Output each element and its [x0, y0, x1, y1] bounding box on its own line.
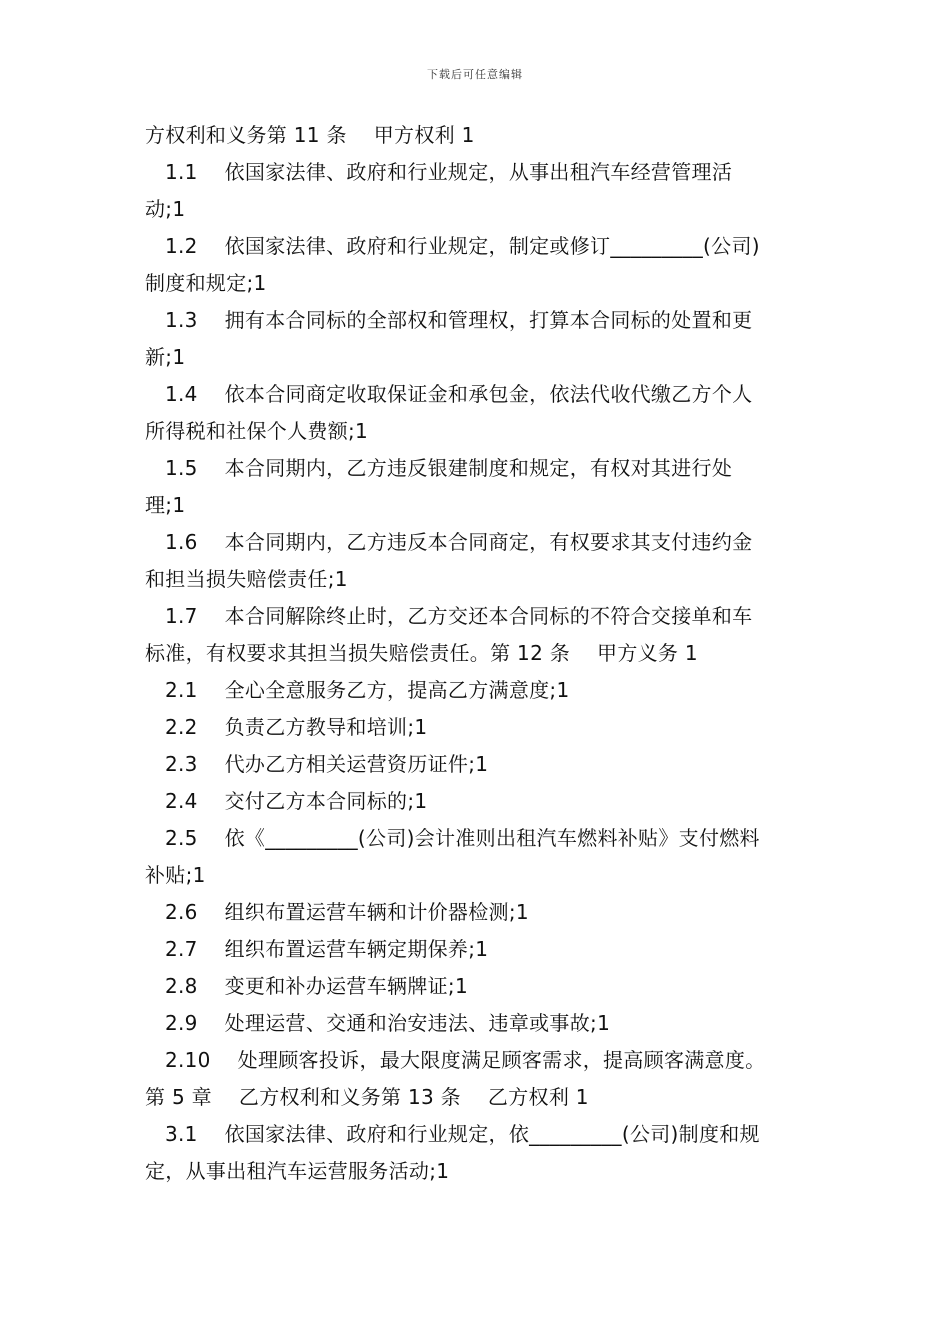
document-line: 2.1 全心全意服务乙方，提高乙方满意度;1	[145, 678, 570, 702]
document-line: 3.1 依国家法律、政府和行业规定，依_________(公司)制度和规	[145, 1122, 760, 1146]
document-line: 新;1	[145, 345, 186, 369]
document-line: 2.9 处理运营、交通和治安违法、违章或事故;1	[145, 1011, 611, 1035]
header-note: 下载后可任意编辑	[427, 68, 523, 81]
document-line: 2.6 组织布置运营车辆和计价器检测;1	[145, 900, 529, 924]
document-line: 补贴;1	[145, 863, 206, 887]
document-line: 2.8 变更和补办运营车辆牌证;1	[145, 974, 468, 998]
document-line: 和担当损失赔偿责任;1	[145, 567, 348, 591]
document-line: 第 5 章 乙方权利和义务第 13 条 乙方权利 1	[145, 1085, 589, 1109]
document-line: 2.5 依《_________(公司)会计准则出租汽车燃料补贴》支付燃料	[145, 826, 760, 850]
document-line: 标准，有权要求其担当损失赔偿责任。第 12 条 甲方义务 1	[145, 641, 698, 665]
document-line: 2.10 处理顾客投诉，最大限度满足顾客需求，提高顾客满意度。	[145, 1048, 766, 1072]
document-line: 制度和规定;1	[145, 271, 267, 295]
document-line: 2.2 负责乙方教导和培训;1	[145, 715, 428, 739]
document-line: 所得税和社保个人费额;1	[145, 419, 369, 443]
document-line: 1.7 本合同解除终止时，乙方交还本合同标的不符合交接单和车	[145, 604, 753, 628]
document-line: 1.5 本合同期内，乙方违反银建制度和规定，有权对其进行处	[145, 456, 733, 480]
document-line: 1.2 依国家法律、政府和行业规定，制定或修订_________(公司)	[145, 234, 760, 258]
document-line: 定，从事出租汽车运营服务活动;1	[145, 1159, 450, 1183]
document-line: 理;1	[145, 493, 186, 517]
document-line: 方权利和义务第 11 条 甲方权利 1	[145, 123, 475, 147]
document-line: 1.4 依本合同商定收取保证金和承包金，依法代收代缴乙方个人	[145, 382, 753, 406]
document-line: 动;1	[145, 197, 186, 221]
document-line: 2.7 组织布置运营车辆定期保养;1	[145, 937, 489, 961]
document-line: 1.3 拥有本合同标的全部权和管理权，打算本合同标的处置和更	[145, 308, 753, 332]
document-body	[145, 117, 815, 1190]
document-line: 2.3 代办乙方相关运营资历证件;1	[145, 752, 489, 776]
document-line: 2.4 交付乙方本合同标的;1	[145, 789, 428, 813]
document-line: 1.1 依国家法律、政府和行业规定，从事出租汽车经营管理活	[145, 160, 733, 184]
document-line: 1.6 本合同期内，乙方违反本合同商定，有权要求其支付违约金	[145, 530, 753, 554]
